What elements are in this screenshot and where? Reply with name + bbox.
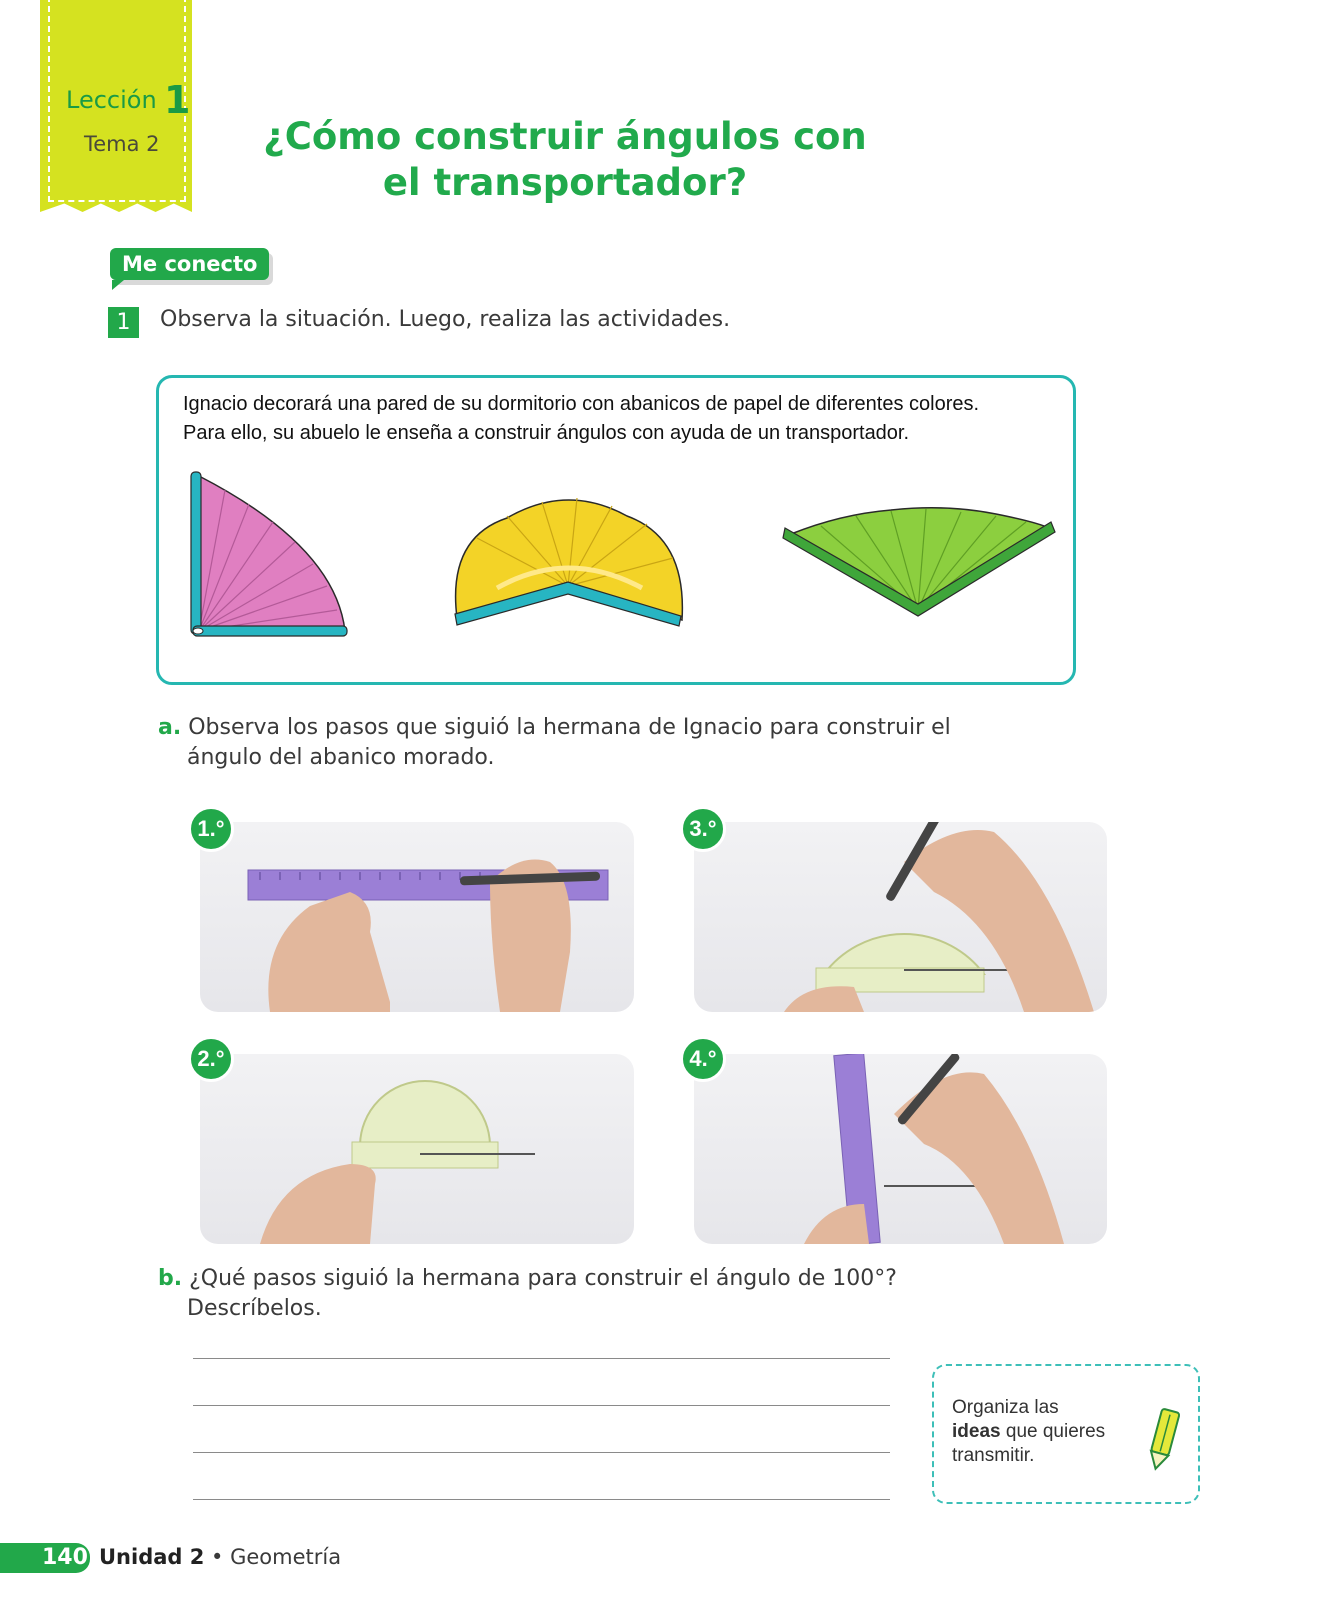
- step-1-photo: [200, 822, 634, 1012]
- page-title: [245, 114, 885, 206]
- pink-fan-illustration: [185, 466, 350, 646]
- story-line-2: Para ello, su abuelo le enseña a construir ángulos con ayuda de un transportador.: [183, 422, 910, 444]
- answer-line-2[interactable]: [193, 1405, 890, 1406]
- footer-unit-text: [99, 1545, 341, 1569]
- pencil-icon: [1144, 1406, 1184, 1476]
- answer-line-1[interactable]: [193, 1358, 890, 1359]
- step-2-photo: [200, 1054, 634, 1244]
- step-3-photo: [694, 822, 1107, 1012]
- title-line-2: el transportador?: [382, 161, 748, 204]
- step-4-photo: [694, 1054, 1107, 1244]
- question-text: Observa la situación. Luego, realiza las actividades.: [160, 307, 731, 332]
- tip-text: [952, 1396, 1132, 1468]
- protractor-aligned-illustration: [200, 1054, 634, 1244]
- answer-line-4[interactable]: [193, 1499, 890, 1500]
- marking-angle-illustration: [694, 822, 1107, 1012]
- tip-line-2: [952, 1420, 1132, 1444]
- green-fan-illustration: [781, 504, 1056, 619]
- section-badge: Me conecto: [110, 248, 269, 280]
- yellow-fan-illustration: [437, 478, 699, 628]
- part-a-line-1: Observa los pasos que siguió la hermana de Ignacio para construir el: [188, 715, 951, 740]
- part-b-line-1: ¿Qué pasos siguió la hermana para construir el ángulo de 100°?: [189, 1266, 897, 1291]
- part-a-line-2: ángulo del abanico morado.: [187, 745, 495, 770]
- step-2-badge: 2.°: [188, 1036, 234, 1082]
- part-a-instruction: [158, 713, 951, 773]
- page-number: 140: [42, 1545, 88, 1570]
- story-box: [156, 375, 1076, 685]
- lesson-label: Lección: [66, 86, 157, 114]
- tip-line-2-rest: que quieres: [1000, 1421, 1106, 1442]
- tip-bold-word: ideas: [952, 1421, 1001, 1442]
- topic-label: Tema 2: [84, 132, 160, 156]
- part-b-line-2: Descríbelos.: [187, 1296, 322, 1321]
- lesson-number: 1: [164, 78, 191, 122]
- question-number: 1: [108, 307, 139, 338]
- story-line-1: Ignacio decorará una pared de su dormitorio con abanicos de papel de diferentes colores.: [183, 393, 980, 415]
- tip-box: [932, 1364, 1200, 1504]
- answer-line-3[interactable]: [193, 1452, 890, 1453]
- ruler-drawing-illustration: [200, 822, 634, 1012]
- step-4-badge: 4.°: [680, 1036, 726, 1082]
- step-3-badge: 3.°: [680, 806, 726, 852]
- part-b-letter: b.: [158, 1266, 183, 1291]
- step-1-badge: 1.°: [188, 806, 234, 852]
- part-b-instruction: [158, 1264, 897, 1324]
- footer-separator: •: [204, 1545, 231, 1569]
- footer-subject: Geometría: [230, 1545, 342, 1569]
- story-text: [183, 390, 1063, 448]
- title-line-1: ¿Cómo construir ángulos con: [263, 115, 867, 158]
- tip-line-3: transmitir.: [952, 1445, 1035, 1466]
- section-badge-tail: [112, 280, 124, 290]
- part-a-letter: a.: [158, 715, 182, 740]
- footer-unit: Unidad 2: [99, 1545, 205, 1569]
- tip-line-1: Organiza las: [952, 1397, 1059, 1418]
- drawing-second-ray-illustration: [694, 1054, 1107, 1244]
